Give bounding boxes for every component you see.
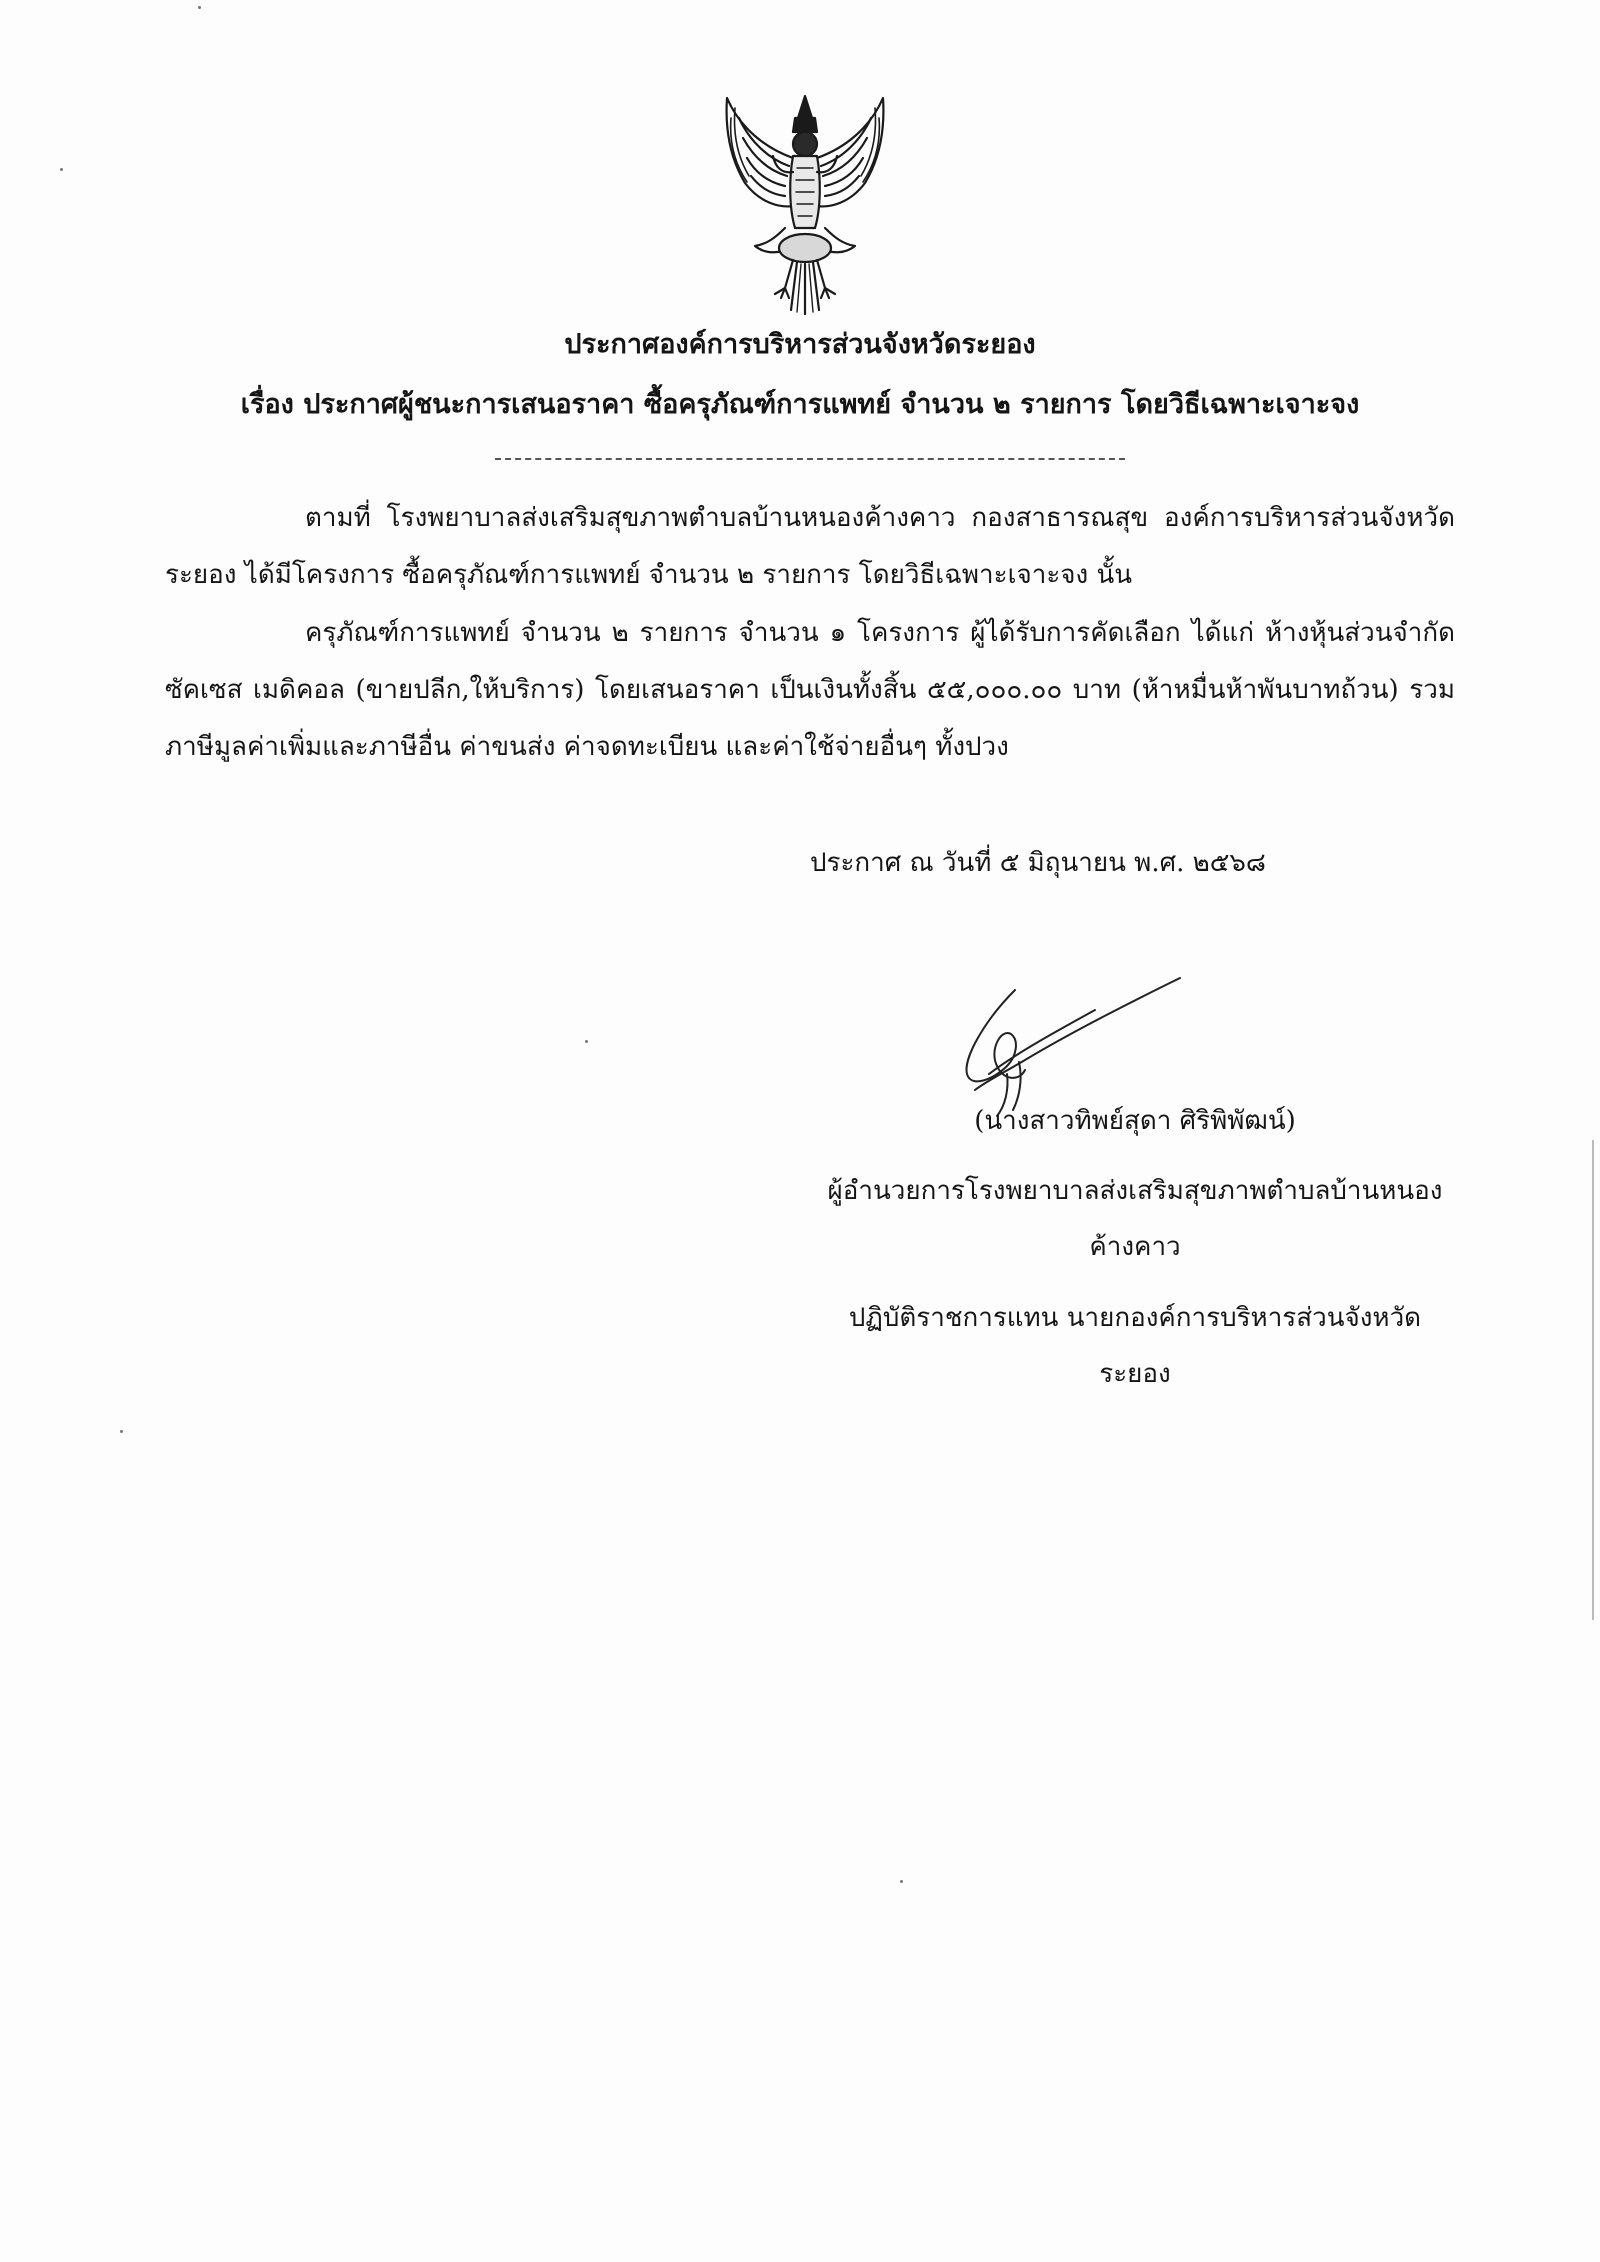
scan-speck [198, 6, 201, 9]
scan-speck [900, 1880, 903, 1883]
paragraph-winner [165, 605, 1455, 776]
title-divider [495, 458, 1125, 460]
signatory-position-line-1: ผู้อำนวยการโรงพยาบาลส่งเสริมสุขภาพตำบลบ้านหนอง [827, 1176, 1443, 1206]
paragraph-winner-text: ครุภัณฑ์การแพทย์ จำนวน ๒ รายการ จำนวน ๑ โครงการ ผู้ได้รับการคัดเลือก ได้แก่ ห้างหุ้นส่วนจำกัด ซัคเซส เมดิคอล (ขายปลีก,ให้บริการ) โดยเสนอราคา เป็นเงินทั้งสิ้น ๕๕,๐๐๐.๐๐ บาท (ห้าหมื่นห้าพันบาทถ้วน) รวมภาษีมูลค่าเพิ่มและภาษีอื่น ค่าขนส่ง ค่าจดทะเบียน และค่าใช้จ่ายอื่นๆ ทั้งปวง [165, 618, 1455, 762]
handwritten-signature-icon [945, 970, 1185, 1120]
paragraph-project [165, 490, 1455, 604]
announcement-date: ประกาศ ณ วันที่ ๕ มิถุนายน พ.ศ. ๒๕๖๘ [810, 848, 1266, 878]
acting-on-behalf-line-2: ระยอง [1099, 1359, 1171, 1389]
scan-speck [60, 168, 63, 171]
scan-edge-line [1592, 1140, 1594, 1620]
acting-on-behalf-line-1: ปฏิบัติราชการแทน นายกองค์การบริหารส่วนจังหวัด [848, 1303, 1422, 1333]
announcement-subject: เรื่อง ประกาศผู้ชนะการเสนอราคา ซื้อครุภัณฑ์การแพทย์ จำนวน ๒ รายการ โดยวิธีเฉพาะเจาะจง [240, 389, 1360, 420]
signatory-name: (นางสาวทิพย์สุดา ศิริพิพัฒน์) [974, 1106, 1296, 1136]
announcement-title: ประกาศองค์การบริหารส่วนจังหวัดระยอง [564, 329, 1036, 360]
paragraph-project-text: ตามที่ โรงพยาบาลส่งเสริมสุขภาพตำบลบ้านหนองค้างคาว กองสาธารณสุข องค์การบริหารส่วนจังหวัดระยอง ได้มีโครงการ ซื้อครุภัณฑ์การแพทย์ จำนวน ๒ รายการ โดยวิธีเฉพาะเจาะจง นั้น [165, 503, 1455, 590]
garuda-emblem-icon [705, 88, 905, 318]
scan-speck [120, 1430, 123, 1433]
scan-speck [585, 1040, 588, 1043]
signatory-position-line-2: ค้างคาว [1089, 1232, 1181, 1262]
